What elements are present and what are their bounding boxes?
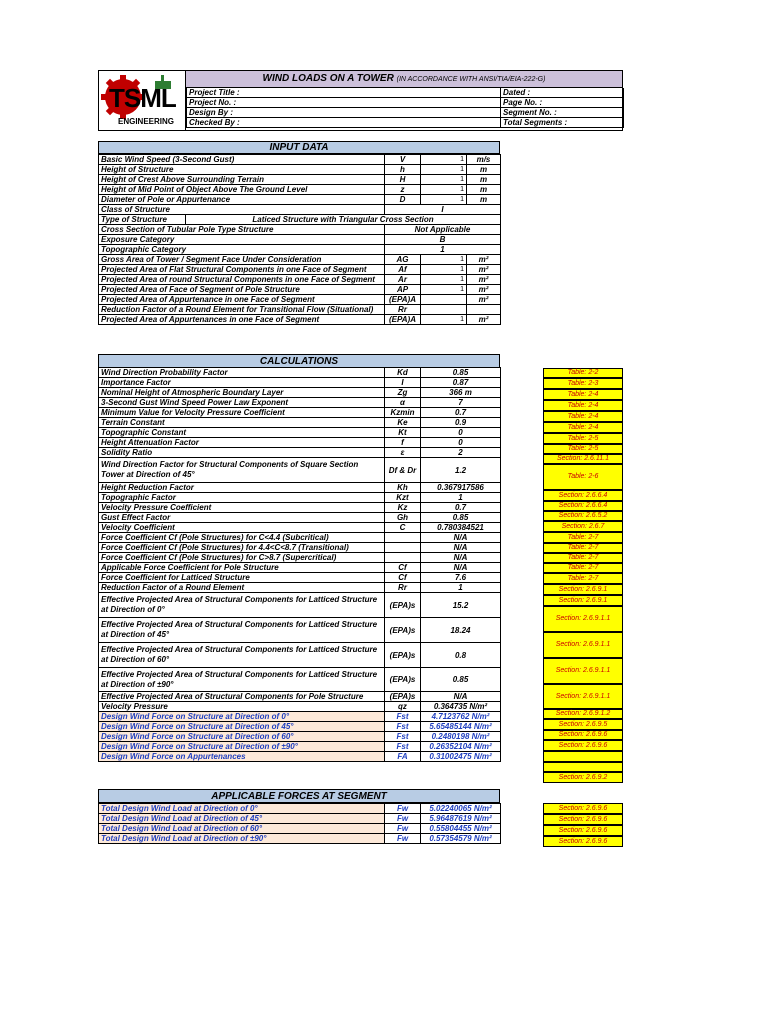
calc-row: [99, 543, 501, 553]
calc-row: [99, 722, 501, 732]
input-label: Height of Crest Above Surrounding Terrain: [99, 175, 385, 185]
calc-symbol: [385, 553, 421, 563]
calc-symbol: Rr: [385, 583, 421, 593]
calc-value: 15.2: [421, 593, 501, 618]
applicable-label: Total Design Wind Load at Direction of ±90°: [99, 834, 385, 844]
calc-label: Importance Factor: [99, 378, 385, 388]
calc-row: [99, 668, 501, 692]
input-label: Reduction Factor of a Round Element for Transitional Flow (Situational): [99, 305, 385, 315]
applicable-row: [99, 814, 501, 824]
calc-label: Effective Projected Area of Structural Components for Latticed Structure at Direction of 0°: [99, 593, 385, 618]
calc-label: Minimum Value for Velocity Pressure Coefficient: [99, 408, 385, 418]
reference-cell: Section: 2.6.9.2: [543, 772, 623, 783]
calc-value: 366 m: [421, 388, 501, 398]
calc-value: 1: [421, 583, 501, 593]
input-unit: m: [467, 195, 501, 205]
input-row: [99, 195, 501, 205]
input-unit: m²: [467, 265, 501, 275]
input-symbol: AP: [385, 285, 421, 295]
input-unit: m²: [467, 295, 501, 305]
input-symbol: h: [385, 165, 421, 175]
calc-symbol: Gh: [385, 513, 421, 523]
header-field-row: [187, 108, 624, 118]
input-label: Type of Structure: [99, 215, 186, 225]
calc-value: N/A: [421, 543, 501, 553]
calc-label: Effective Projected Area of Structural Components for Latticed Structure at Direction of ±90°: [99, 668, 385, 692]
calc-symbol: (EPA)s: [385, 692, 421, 702]
calc-label: Topographic Constant: [99, 428, 385, 438]
calc-symbol: qz: [385, 702, 421, 712]
input-label: Projected Area of Appurtenances in one Face of Segment: [99, 315, 385, 325]
input-value[interactable]: 1: [421, 265, 467, 275]
input-data-title: INPUT DATA: [98, 141, 500, 154]
calculations-table: [98, 367, 501, 762]
calc-row: [99, 398, 501, 408]
header-field-right[interactable]: Segment No. :: [501, 108, 624, 118]
input-value[interactable]: [421, 305, 467, 315]
input-value[interactable]: 1: [421, 275, 467, 285]
calc-symbol: α: [385, 398, 421, 408]
calc-label: Design Wind Force on Structure at Direction of ±90°: [99, 742, 385, 752]
reference-cell: Section: 2.6.9.1: [543, 595, 623, 606]
input-symbol: AG: [385, 255, 421, 265]
calc-label: 3-Second Gust Wind Speed Power Law Exponent: [99, 398, 385, 408]
calc-label: Design Wind Force on Structure at Direction of 45°: [99, 722, 385, 732]
input-row: [99, 315, 501, 325]
calc-row: [99, 618, 501, 643]
calc-value: 0.85: [421, 368, 501, 378]
input-row: [99, 205, 501, 215]
input-label: Topographic Category: [99, 245, 385, 255]
applicable-value: 0.55804455 N/m²: [421, 824, 501, 834]
reference-cell: Section: 2.6.9.6: [543, 825, 623, 836]
calc-label: Design Wind Force on Appurtenances: [99, 752, 385, 762]
calc-label: Force Coefficient Cf (Pole Structures) for 4.4<C<8.7 (Transitional): [99, 543, 385, 553]
input-unit: m²: [467, 285, 501, 295]
input-label: Cross Section of Tubular Pole Type Structure: [99, 225, 385, 235]
calc-row: [99, 732, 501, 742]
input-symbol: Af: [385, 265, 421, 275]
calc-row: [99, 438, 501, 448]
calc-label: Reduction Factor of a Round Element: [99, 583, 385, 593]
reference-cell: Section: 2.6.9.6: [543, 730, 623, 740]
calc-label: Nominal Height of Atmospheric Boundary Layer: [99, 388, 385, 398]
applicable-label: Total Design Wind Load at Direction of 60°: [99, 824, 385, 834]
input-value[interactable]: Laticed Structure with Triangular Cross Section: [186, 215, 501, 225]
input-value[interactable]: 1: [421, 165, 467, 175]
input-row: [99, 185, 501, 195]
applicable-label: Total Design Wind Load at Direction of 0°: [99, 804, 385, 814]
calc-value: 7: [421, 398, 501, 408]
header-field-right[interactable]: Total Segments :: [501, 118, 624, 128]
reference-cell: Section: 2.6.9.1.1: [543, 684, 623, 709]
calc-label: Velocity Coefficient: [99, 523, 385, 533]
input-label: Height of Mid Point of Object Above The Ground Level: [99, 185, 385, 195]
applicable-label: Total Design Wind Load at Direction of 45°: [99, 814, 385, 824]
reference-cell: Section: 2.6.6.4: [543, 490, 623, 501]
applicable-row: [99, 824, 501, 834]
applicable-symbol: Fw: [385, 814, 421, 824]
reference-cell: Table: 2-7: [543, 553, 623, 563]
calc-value: 2: [421, 448, 501, 458]
calc-label: Height Attenuation Factor: [99, 438, 385, 448]
title-main: WIND LOADS ON A TOWER: [262, 73, 394, 84]
calc-value: 0.87: [421, 378, 501, 388]
calc-symbol: [385, 533, 421, 543]
applicable-row: [99, 804, 501, 814]
calc-value: 7.6: [421, 573, 501, 583]
input-unit: m: [467, 165, 501, 175]
calc-symbol: Kd: [385, 368, 421, 378]
calc-value: 0.7: [421, 408, 501, 418]
input-row: [99, 265, 501, 275]
applicable-symbol: Fw: [385, 804, 421, 814]
calc-value: 0.2480198 N/m²: [421, 732, 501, 742]
calc-symbol: Ke: [385, 418, 421, 428]
calc-row: [99, 378, 501, 388]
reference-cell: Table: 2-4: [543, 411, 623, 422]
reference-cell: Section: 2.6.5.2: [543, 511, 623, 521]
calc-symbol: I: [385, 378, 421, 388]
input-row: [99, 235, 501, 245]
input-label: Projected Area of round Structural Components in one Face of Segment: [99, 275, 385, 285]
input-value[interactable]: 1: [421, 175, 467, 185]
input-value[interactable]: B: [385, 235, 501, 245]
reference-cell: [543, 762, 623, 772]
calc-label: Gust Effect Factor: [99, 513, 385, 523]
reference-cell: Section: 2.6.11.1: [543, 454, 623, 464]
reference-cell: Table: 2-7: [543, 543, 623, 553]
logo-subtext: ENGINEERING: [118, 117, 175, 126]
calc-row: [99, 712, 501, 722]
input-value[interactable]: Not Applicable: [385, 225, 501, 235]
input-value[interactable]: [421, 295, 467, 305]
input-label: Gross Area of Tower / Segment Face Under Consideration: [99, 255, 385, 265]
calc-value: 0: [421, 428, 501, 438]
input-unit: m/s: [467, 155, 501, 165]
input-row: [99, 215, 501, 225]
calc-row: [99, 428, 501, 438]
reference-cell: Section: 2.6.9.6: [543, 836, 623, 847]
calc-symbol: Fst: [385, 712, 421, 722]
reference-cell: Section: 2.6.9.6: [543, 740, 623, 751]
calc-value: 18.24: [421, 618, 501, 643]
reference-cell: Table: 2-5: [543, 444, 623, 454]
calc-symbol: Fst: [385, 742, 421, 752]
reference-cell: Section: 2.6.7: [543, 521, 623, 532]
calc-value: N/A: [421, 533, 501, 543]
calc-row: [99, 503, 501, 513]
header-field-left[interactable]: Project No. :: [187, 98, 501, 108]
calc-label: Wind Direction Factor for Structural Components of Square Section Tower at Direction of 45°: [99, 458, 385, 483]
calc-value: 0.26352104 N/m²: [421, 742, 501, 752]
calc-symbol: (EPA)s: [385, 668, 421, 692]
header-fields: [186, 88, 624, 128]
input-symbol: (EPA)A: [385, 295, 421, 305]
calc-symbol: (EPA)s: [385, 643, 421, 668]
calc-row: [99, 368, 501, 378]
calc-value: 0.7: [421, 503, 501, 513]
header-field-right[interactable]: Page No. :: [501, 98, 624, 108]
calc-label: Effective Projected Area of Structural Components for Pole Structure: [99, 692, 385, 702]
calc-symbol: Kzmin: [385, 408, 421, 418]
reference-cell: Table: 2-6: [543, 464, 623, 490]
input-value[interactable]: 1: [421, 285, 467, 295]
input-symbol: V: [385, 155, 421, 165]
applicable-symbol: Fw: [385, 834, 421, 844]
calc-row: [99, 388, 501, 398]
applicable-symbol: Fw: [385, 824, 421, 834]
reference-cell: Section: 2.6.9.1.1: [543, 658, 623, 684]
calc-value: 0.780384521: [421, 523, 501, 533]
reference-cell: Table: 2-2: [543, 368, 623, 378]
calc-label: Velocity Pressure Coefficient: [99, 503, 385, 513]
calc-value: 0: [421, 438, 501, 448]
calc-row: [99, 523, 501, 533]
calc-row: [99, 742, 501, 752]
calc-value: 0.367917586: [421, 483, 501, 493]
calc-label: Wind Direction Probability Factor: [99, 368, 385, 378]
calc-row: [99, 493, 501, 503]
calc-value: N/A: [421, 553, 501, 563]
reference-cell: Section: 2.6.6.4: [543, 501, 623, 511]
calc-symbol: Kz: [385, 503, 421, 513]
reference-cell: Table: 2-7: [543, 563, 623, 573]
calc-row: [99, 563, 501, 573]
reference-cell: Section: 2.6.9.1: [543, 584, 623, 595]
calc-label: Applicable Force Coefficient for Pole Structure: [99, 563, 385, 573]
calc-row: [99, 692, 501, 702]
input-symbol: (EPA)A: [385, 315, 421, 325]
input-label: Projected Area of Appurtenance in one Face of Segment: [99, 295, 385, 305]
reference-cell: Section: 2.6.9.5: [543, 719, 623, 730]
calc-label: Force Coefficient Cf (Pole Structures) for C<4.4 (Subcritical): [99, 533, 385, 543]
calc-label: Height Reduction Factor: [99, 483, 385, 493]
calc-row: [99, 553, 501, 563]
reference-cell: Section: 2.6.9.1.1: [543, 632, 623, 658]
calc-row: [99, 483, 501, 493]
title-subtitle: (IN ACCORDANCE WITH ANSI/TIA/EIA-222-G): [396, 76, 546, 83]
reference-cell: Table: 2-3: [543, 378, 623, 389]
input-unit: m²: [467, 275, 501, 285]
input-symbol: z: [385, 185, 421, 195]
input-value[interactable]: 1: [421, 195, 467, 205]
reference-cell: Section: 2.6.9.6: [543, 814, 623, 825]
calc-label: Design Wind Force on Structure at Direction of 0°: [99, 712, 385, 722]
input-label: Diameter of Pole or Appurtenance: [99, 195, 385, 205]
calc-value: 0.85: [421, 513, 501, 523]
calc-symbol: Kt: [385, 428, 421, 438]
input-unit: m: [467, 175, 501, 185]
calc-row: [99, 458, 501, 483]
reference-cell: [543, 751, 623, 762]
calc-symbol: C: [385, 523, 421, 533]
input-value[interactable]: 1: [421, 185, 467, 195]
calc-label: Design Wind Force on Structure at Direction of 60°: [99, 732, 385, 742]
input-label: Basic Wind Speed (3-Second Gust): [99, 155, 385, 165]
calc-symbol: Kzt: [385, 493, 421, 503]
calculations-title: CALCULATIONS: [98, 354, 500, 368]
calc-label: Terrain Constant: [99, 418, 385, 428]
calc-value: 0.85: [421, 668, 501, 692]
tsml-logo: [99, 71, 186, 130]
calc-value: 0.31002475 N/m²: [421, 752, 501, 762]
calc-value: 1.2: [421, 458, 501, 483]
calc-row: [99, 593, 501, 618]
input-symbol: D: [385, 195, 421, 205]
reference-cell: Table: 2-4: [543, 400, 623, 411]
calc-symbol: [385, 543, 421, 553]
header-field-right[interactable]: Dated :: [501, 88, 624, 98]
calc-value: 5.65485144 N/m²: [421, 722, 501, 732]
calc-value: 0.9: [421, 418, 501, 428]
applicable-row: [99, 834, 501, 844]
calc-row: [99, 583, 501, 593]
calc-value: N/A: [421, 692, 501, 702]
header-field-left[interactable]: Project Title :: [187, 88, 501, 98]
input-label: Height of Structure: [99, 165, 385, 175]
calc-value: N/A: [421, 563, 501, 573]
header-field-left[interactable]: Checked By :: [187, 118, 501, 128]
reference-cell: Section: 2.6.9.6: [543, 803, 623, 814]
calc-symbol: Cf: [385, 573, 421, 583]
calc-symbol: Zg: [385, 388, 421, 398]
reference-cell: Table: 2-4: [543, 422, 623, 433]
applicable-value: 0.57354579 N/m²: [421, 834, 501, 844]
reference-cell: Table: 2-4: [543, 389, 623, 400]
calc-label: Topographic Factor: [99, 493, 385, 503]
calc-row: [99, 408, 501, 418]
input-value[interactable]: I: [385, 205, 501, 215]
calc-label: Effective Projected Area of Structural Components for Latticed Structure at Direction of 45°: [99, 618, 385, 643]
calc-row: [99, 513, 501, 523]
calc-symbol: f: [385, 438, 421, 448]
input-unit: m²: [467, 315, 501, 325]
calc-symbol: FA: [385, 752, 421, 762]
reference-cell: Section: 2.6.9.1.1: [543, 606, 623, 632]
calc-symbol: Fst: [385, 732, 421, 742]
calc-label: Force Coefficient Cf (Pole Structures) for C>8.7 (Supercritical): [99, 553, 385, 563]
calc-symbol: Kh: [385, 483, 421, 493]
applicable-forces-table: [98, 803, 501, 844]
reference-cell: Table: 2-5: [543, 433, 623, 444]
input-symbol: H: [385, 175, 421, 185]
calc-symbol: ε: [385, 448, 421, 458]
input-label: Class of Structure: [99, 205, 385, 215]
calc-row: [99, 702, 501, 712]
input-unit: m: [467, 185, 501, 195]
input-value[interactable]: 1: [385, 245, 501, 255]
logo-text: TSML: [109, 83, 176, 113]
calc-row: [99, 448, 501, 458]
header-field-left[interactable]: Design By :: [187, 108, 501, 118]
input-value[interactable]: 1: [421, 155, 467, 165]
calc-symbol: Fst: [385, 722, 421, 732]
input-row: [99, 175, 501, 185]
input-data-table: [98, 154, 501, 325]
reference-cell: Table: 2-7: [543, 573, 623, 584]
calc-symbol: Df & Dr: [385, 458, 421, 483]
input-label: Exposure Category: [99, 235, 385, 245]
calc-row: [99, 533, 501, 543]
calc-label: Force Coefficient for Latticed Structure: [99, 573, 385, 583]
input-row: [99, 155, 501, 165]
applicable-forces-title: APPLICABLE FORCES AT SEGMENT: [98, 789, 500, 803]
input-row: [99, 275, 501, 285]
input-value[interactable]: 1: [421, 255, 467, 265]
input-value[interactable]: 1: [421, 315, 467, 325]
input-symbol: Rr: [385, 305, 421, 315]
input-row: [99, 285, 501, 295]
input-row: [99, 225, 501, 235]
calc-row: [99, 573, 501, 583]
calc-value: 4.7123762 N/m²: [421, 712, 501, 722]
input-label: Projected Area of Flat Structural Components in one Face of Segment: [99, 265, 385, 275]
input-row: [99, 295, 501, 305]
input-row: [99, 165, 501, 175]
reference-cell: Section: 2.6.9.1.2: [543, 709, 623, 719]
calc-label: Solidity Ratio: [99, 448, 385, 458]
calc-value: 1: [421, 493, 501, 503]
calc-value: 0.364735 N/m²: [421, 702, 501, 712]
calc-row: [99, 418, 501, 428]
calc-label: Effective Projected Area of Structural Components for Latticed Structure at Direction of 60°: [99, 643, 385, 668]
calc-symbol: Cf: [385, 563, 421, 573]
calc-symbol: (EPA)s: [385, 593, 421, 618]
input-unit: m²: [467, 255, 501, 265]
page-title: [186, 71, 622, 88]
input-row: [99, 255, 501, 265]
calc-value: 0.8: [421, 643, 501, 668]
calc-symbol: (EPA)s: [385, 618, 421, 643]
header-field-row: [187, 88, 624, 98]
input-unit: [467, 305, 501, 315]
reference-cell: Table: 2-7: [543, 532, 623, 543]
header-field-row: [187, 118, 624, 128]
calc-row: [99, 752, 501, 762]
input-row: [99, 305, 501, 315]
calc-label: Velocity Pressure: [99, 702, 385, 712]
input-row: [99, 245, 501, 255]
header-field-row: [187, 98, 624, 108]
calc-row: [99, 643, 501, 668]
input-symbol: Ar: [385, 275, 421, 285]
applicable-value: 5.02240065 N/m²: [421, 804, 501, 814]
input-label: Projected Area of Face of Segment of Pole Structure: [99, 285, 385, 295]
applicable-value: 5.96487619 N/m²: [421, 814, 501, 824]
